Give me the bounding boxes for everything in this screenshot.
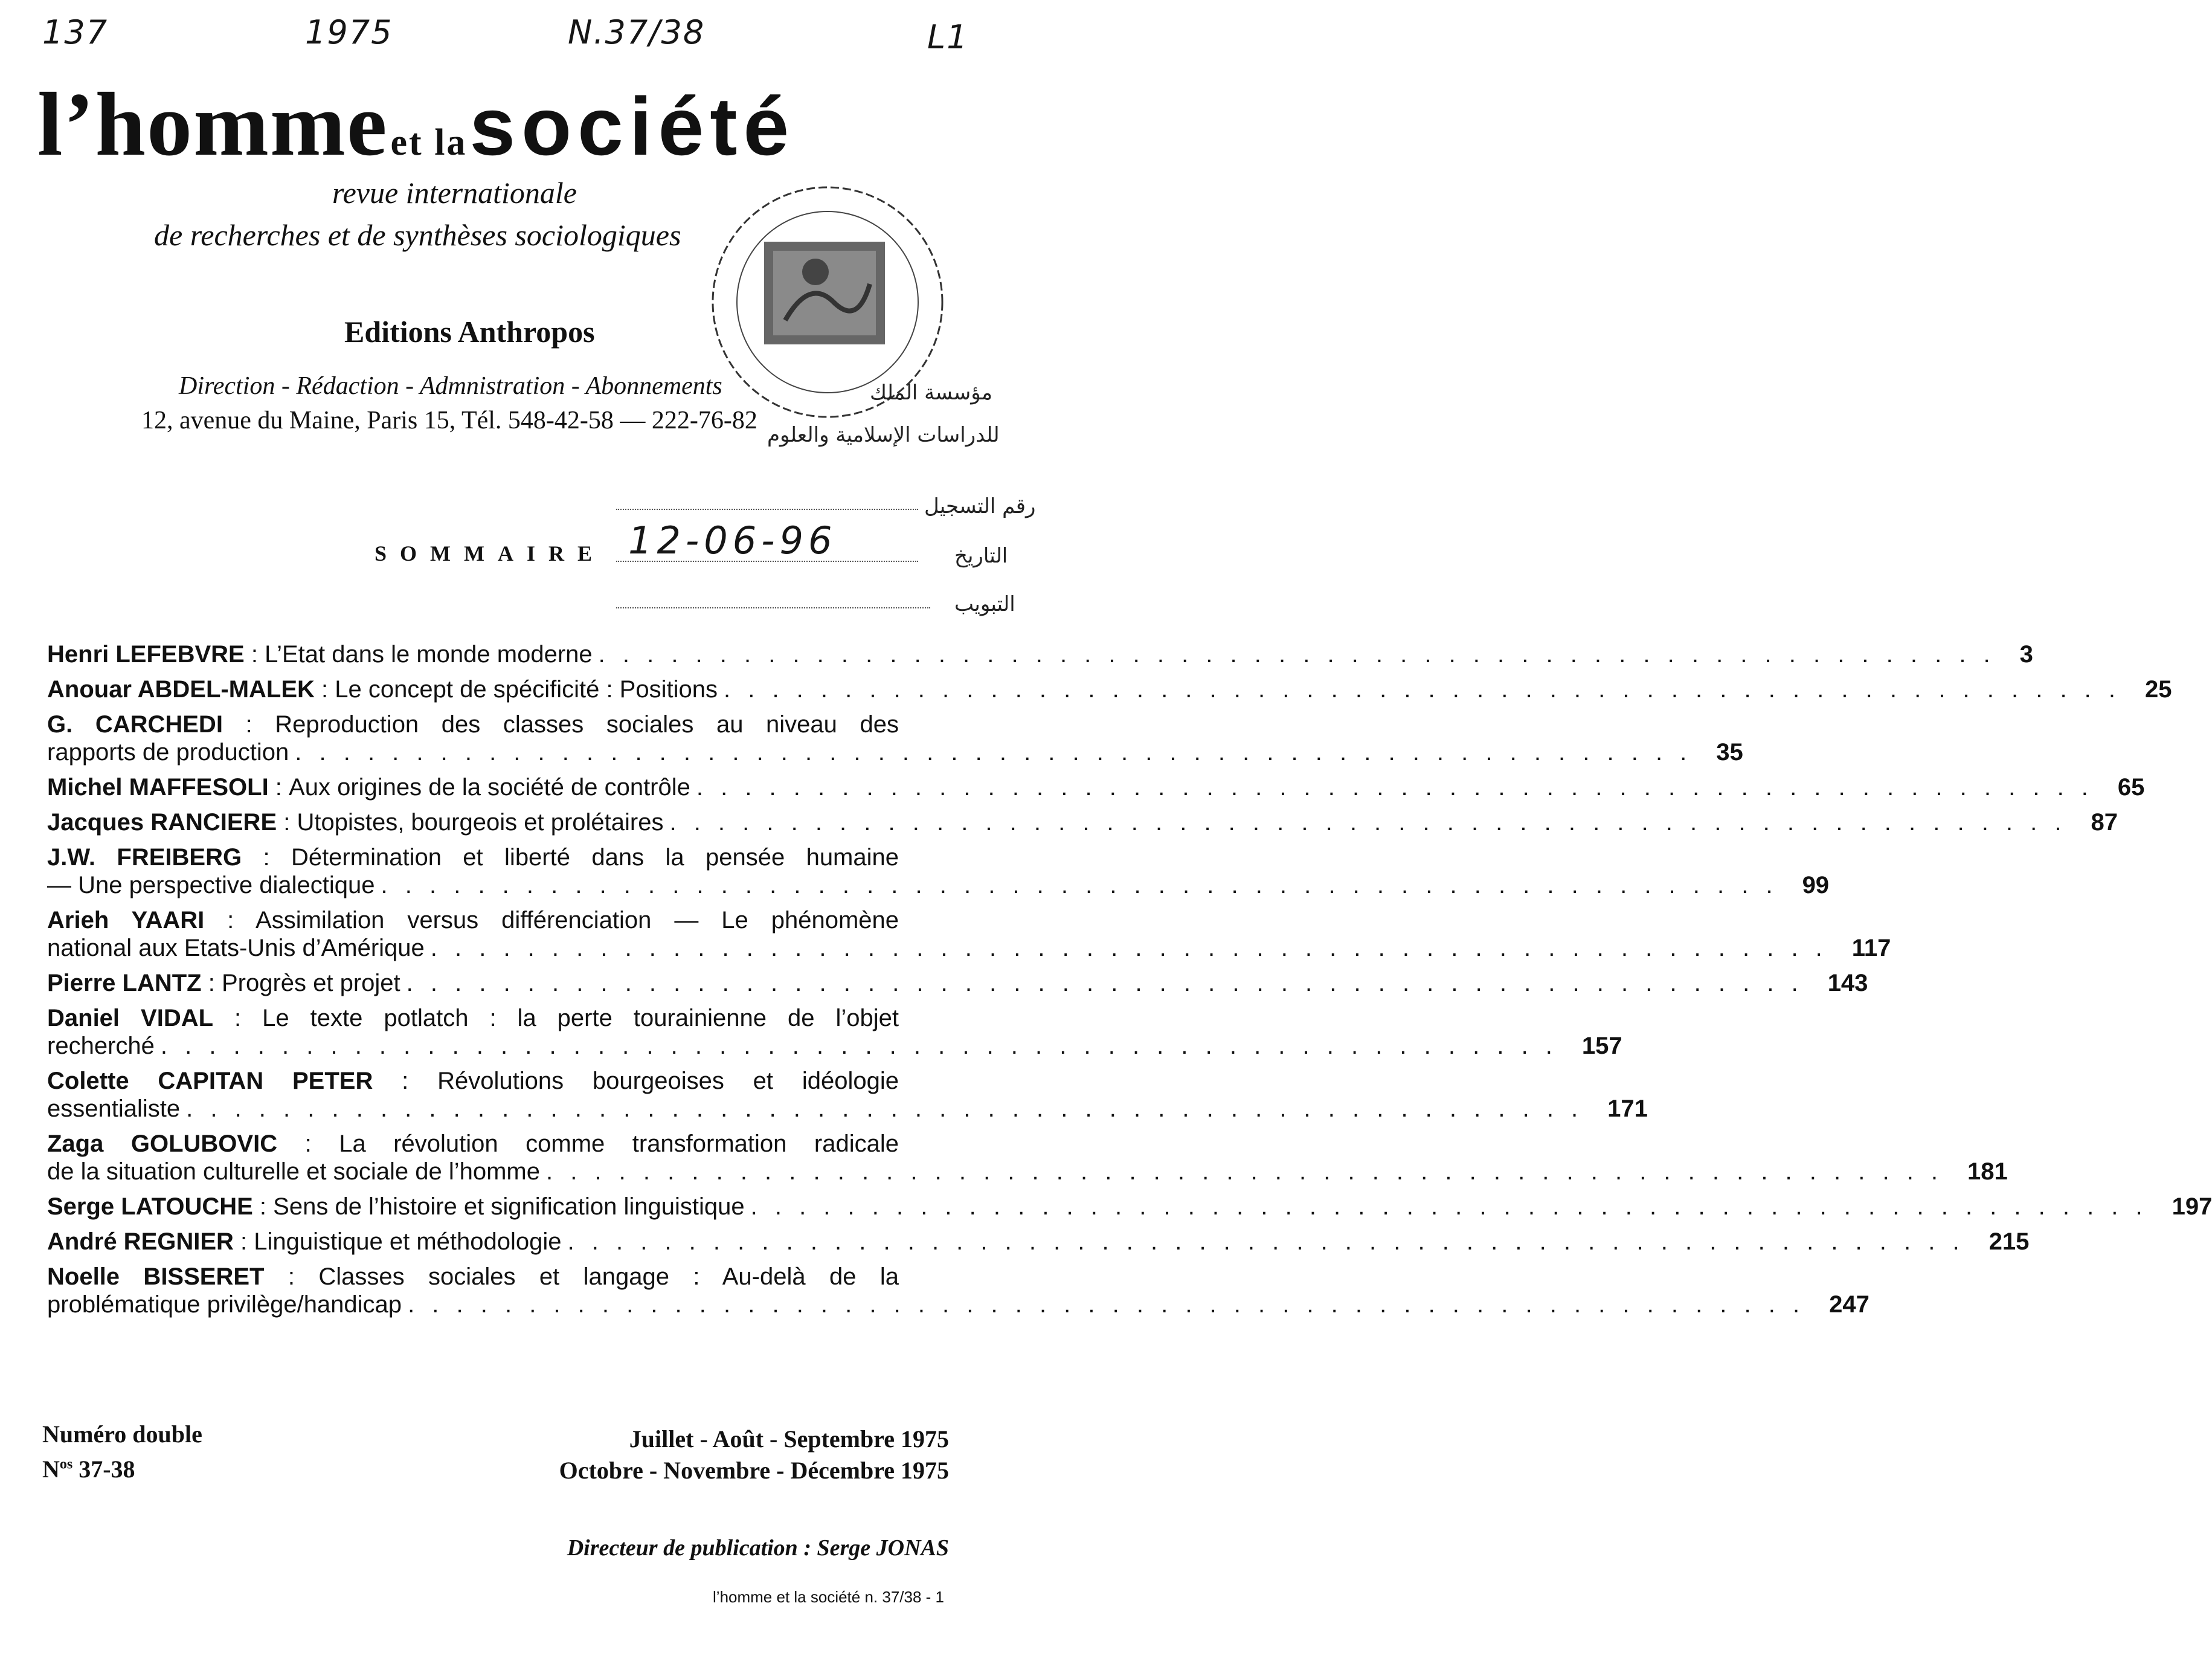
issue-prefix: N	[42, 1456, 60, 1483]
title-societe: société	[469, 80, 796, 172]
toc-entry-line	[47, 808, 2118, 836]
subtitle-line-2: de recherches et de synthèses sociologiques	[154, 218, 681, 252]
toc-dot-leader: . . . . . . . . . . . . . . . . . . . . . . . . . . . . . . . . . . . . . . . . . . . . . . . . . . . . . . . . . .	[723, 676, 2121, 703]
toc-page-number: 87	[2091, 809, 2118, 836]
toc-entry	[47, 1193, 2212, 1221]
handwritten-number: N.37/38	[568, 13, 706, 51]
toc-page-number: 143	[1827, 970, 1868, 996]
toc-page-number: 157	[1581, 1033, 1622, 1059]
toc-title-part-1: Classes sociales et langage : Au-delà de la	[318, 1263, 899, 1290]
toc-author: Michel MAFFESOLI	[47, 774, 269, 801]
toc-title-part-1: La révolution comme transformation radicale	[339, 1130, 899, 1157]
issue-type: Numéro double	[42, 1421, 202, 1448]
toc-entry-line	[47, 1193, 2212, 1221]
toc-entry-line-1	[47, 1263, 899, 1291]
reg-rule-top	[616, 509, 918, 510]
toc-separator: :	[244, 641, 265, 668]
toc-entry	[47, 969, 1868, 997]
toc-dot-leader: . . . . . . . . . . . . . . . . . . . . . . . . . . . . . . . . . . . . . . . . . . . . . . . . . . . . . . . . . .	[567, 1228, 1965, 1255]
toc-entry-line-2	[47, 1095, 1648, 1123]
issue-sup: os	[59, 1456, 73, 1472]
toc-entry-line-1	[47, 1067, 899, 1095]
toc-title: Aux origines de la société de contrôle	[289, 774, 690, 801]
reg-rule-bottom	[616, 607, 930, 608]
handwritten-code: L1	[927, 18, 969, 56]
toc-author: Noelle BISSERET	[47, 1263, 265, 1290]
toc-title: Le concept de spécificité : Positions	[335, 676, 718, 703]
title-homme: l’homme	[37, 74, 388, 175]
toc-author: Jacques RANCIERE	[47, 809, 277, 836]
toc-author: Colette CAPITAN PETER	[47, 1068, 373, 1094]
period-line-2: Octobre - Novembre - Décembre 1975	[559, 1457, 949, 1484]
toc-separator: :	[277, 809, 297, 836]
toc-entry-line-1	[47, 843, 899, 871]
toc-separator: :	[252, 1193, 274, 1220]
table-of-contents	[47, 640, 2212, 1326]
toc-author: André REGNIER	[47, 1228, 234, 1255]
toc-entry-line-2	[47, 1032, 1622, 1060]
toc-dot-leader: . . . . . . . . . . . . . . . . . . . . . . . . . . . . . . . . . . . . . . . . . . . . . . . . . . . . . . . . . .	[186, 1095, 1584, 1122]
class-label: التبويب	[954, 592, 1015, 616]
title-et-la: et la	[390, 122, 468, 163]
toc-title-part-2: problématique privilège/handicap	[47, 1291, 402, 1318]
reg-label: رقم التسجيل	[924, 494, 1036, 518]
toc-entry	[47, 1228, 2030, 1256]
toc-page-number: 25	[2145, 676, 2172, 703]
toc-dot-leader: . . . . . . . . . . . . . . . . . . . . . . . . . . . . . . . . . . . . . . . . . . . . . . . . . . . . . . . . . .	[381, 872, 1778, 898]
toc-entry-line-2	[47, 1158, 2008, 1185]
toc-dot-leader: . . . . . . . . . . . . . . . . . . . . . . . . . . . . . . . . . . . . . . . . . . . . . . . . . . . . . . . . . .	[750, 1193, 2148, 1220]
subtitle-line-1: revue internationale	[332, 176, 577, 210]
sommaire-heading: SOMMAIRE	[375, 541, 605, 566]
toc-title-part-2: de la situation culturelle et sociale de l’homme	[47, 1158, 540, 1185]
toc-author: Zaga GOLUBOVIC	[47, 1130, 278, 1157]
stamp-arabic-line-1: مؤسسة الملك	[870, 381, 993, 405]
toc-dot-leader: . . . . . . . . . . . . . . . . . . . . . . . . . . . . . . . . . . . . . . . . . . . . . . . . . . . . . . . . . .	[669, 809, 2067, 836]
date-label: التاريخ	[954, 544, 1008, 568]
address-line: 12, avenue du Maine, Paris 15, Tél. 548-42-58 — 222-76-82	[141, 407, 757, 434]
toc-author: Pierre LANTZ	[47, 970, 202, 996]
toc-entry-line	[47, 969, 1868, 997]
toc-separator: :	[201, 970, 222, 996]
toc-title-part-2: recherché	[47, 1033, 155, 1059]
toc-entry	[47, 808, 2118, 836]
toc-author: Serge LATOUCHE	[47, 1193, 253, 1220]
toc-separator: :	[233, 1228, 254, 1255]
toc-page-number: 171	[1607, 1095, 1648, 1122]
departments-line: Direction - Rédaction - Admnistration - Abonnements	[179, 372, 722, 400]
toc-dot-leader: . . . . . . . . . . . . . . . . . . . . . . . . . . . . . . . . . . . . . . . . . . . . . . . . . . . . . . . . . .	[696, 774, 2094, 801]
toc-entry	[47, 1067, 1648, 1123]
toc-author: Daniel VIDAL	[47, 1005, 214, 1031]
toc-page-number: 117	[1851, 935, 1891, 961]
stamp-arabic-line-2: للدراسات الإسلامية والعلوم	[767, 423, 1000, 447]
toc-separator: :	[268, 774, 289, 801]
handwritten-year: 1975	[305, 13, 393, 51]
toc-page-number: 3	[2019, 641, 2033, 668]
toc-title-part-1: Le texte potlatch : la perte tourainienne de l’objet	[262, 1005, 899, 1031]
toc-separator: :	[222, 711, 275, 738]
toc-author: Henri LEFEBVRE	[47, 641, 245, 668]
toc-title-part-1: Assimilation versus différenciation — Le phénomène	[256, 907, 899, 934]
toc-title: Progrès et projet	[221, 970, 400, 996]
toc-title-part-1: Reproduction des classes sociales au niveau des	[275, 711, 899, 738]
toc-entry	[47, 1004, 1622, 1060]
received-date: 12-06-96	[628, 518, 837, 563]
issue-numbers: 37-38	[79, 1456, 135, 1483]
toc-page-number: 35	[1716, 739, 1743, 766]
toc-title-part-2: national aux Etats-Unis d’Amérique	[47, 935, 425, 961]
toc-dot-leader: . . . . . . . . . . . . . . . . . . . . . . . . . . . . . . . . . . . . . . . . . . . . . . . . . . . . . . . . . .	[546, 1158, 1944, 1185]
toc-page-number: 215	[1989, 1228, 2030, 1255]
toc-title-part-1: Révolutions bourgeoises et idéologie	[437, 1068, 899, 1094]
toc-entry-line-2	[47, 738, 1743, 766]
toc-entry	[47, 711, 1743, 766]
toc-page-number: 181	[1967, 1158, 2008, 1185]
publisher-name: Editions Anthropos	[344, 315, 595, 349]
toc-entry-line-2	[47, 1291, 1870, 1318]
toc-separator: :	[314, 676, 335, 703]
toc-entry	[47, 1263, 1870, 1318]
toc-entry-line-2	[47, 934, 1891, 962]
toc-page-number: 99	[1802, 872, 1830, 898]
toc-page-number: 65	[2117, 774, 2145, 801]
period-line-1: Juillet - Août - Septembre 1975	[629, 1425, 949, 1453]
toc-title: Utopistes, bourgeois et prolétaires	[297, 809, 664, 836]
toc-author: G. CARCHEDI	[47, 711, 223, 738]
toc-entry-line-1	[47, 1130, 899, 1158]
issue-number	[42, 1455, 135, 1483]
toc-entry	[47, 906, 1891, 962]
toc-separator: :	[373, 1068, 438, 1094]
toc-title-part-1: Détermination et liberté dans la pensée humaine	[291, 844, 899, 871]
toc-entry-line	[47, 773, 2145, 801]
toc-entry-line-1	[47, 1004, 899, 1032]
toc-page-number: 197	[2172, 1193, 2212, 1220]
toc-author: Arieh YAARI	[47, 907, 205, 934]
toc-title-part-2: — Une perspective dialectique	[47, 872, 375, 898]
toc-separator: :	[264, 1263, 319, 1290]
toc-entry-line-1	[47, 711, 899, 738]
toc-page-number: 247	[1829, 1291, 1870, 1318]
toc-separator: :	[277, 1130, 339, 1157]
toc-separator: :	[242, 844, 291, 871]
toc-author: Anouar ABDEL-MALEK	[47, 676, 315, 703]
toc-dot-leader: . . . . . . . . . . . . . . . . . . . . . . . . . . . . . . . . . . . . . . . . . . . . . . . . . . . . . . . . . .	[430, 935, 1828, 961]
toc-dot-leader: . . . . . . . . . . . . . . . . . . . . . . . . . . . . . . . . . . . . . . . . . . . . . . . . . . . . . . . . . .	[406, 970, 1804, 996]
toc-entry	[47, 773, 2145, 801]
toc-title-part-2: rapports de production	[47, 739, 289, 766]
toc-title: Sens de l’histoire et signification linguistique	[273, 1193, 745, 1220]
toc-entry-line	[47, 676, 2172, 703]
handwritten-ref: 137	[42, 13, 109, 51]
toc-title-part-2: essentialiste	[47, 1095, 181, 1122]
toc-dot-leader: . . . . . . . . . . . . . . . . . . . . . . . . . . . . . . . . . . . . . . . . . . . . . . . . . . . . . . . . . .	[598, 641, 1996, 668]
toc-separator: :	[213, 1005, 263, 1031]
toc-dot-leader: . . . . . . . . . . . . . . . . . . . . . . . . . . . . . . . . . . . . . . . . . . . . . . . . . . . . . . . . . .	[295, 739, 1693, 766]
page-reference: l’homme et la société n. 37/38 - 1	[713, 1588, 944, 1606]
publication-director: Directeur de publication : Serge JONAS	[567, 1535, 949, 1561]
toc-author: J.W. FREIBERG	[47, 844, 242, 871]
toc-title: Linguistique et méthodologie	[254, 1228, 562, 1255]
toc-entry	[47, 676, 2172, 703]
toc-dot-leader: . . . . . . . . . . . . . . . . . . . . . . . . . . . . . . . . . . . . . . . . . . . . . . . . . . . . . . . . . .	[408, 1291, 1805, 1318]
toc-title: L’Etat dans le monde moderne	[265, 641, 593, 668]
toc-separator: :	[204, 907, 256, 934]
toc-entry	[47, 640, 2033, 668]
toc-entry-line-1	[47, 906, 899, 934]
toc-entry-line	[47, 1228, 2030, 1256]
toc-entry	[47, 843, 1830, 899]
journal-title	[37, 73, 795, 176]
toc-entry-line	[47, 640, 2033, 668]
toc-entry	[47, 1130, 2008, 1185]
toc-entry-line-2	[47, 871, 1830, 899]
toc-dot-leader: . . . . . . . . . . . . . . . . . . . . . . . . . . . . . . . . . . . . . . . . . . . . . . . . . . . . . . . . . .	[160, 1033, 1558, 1059]
